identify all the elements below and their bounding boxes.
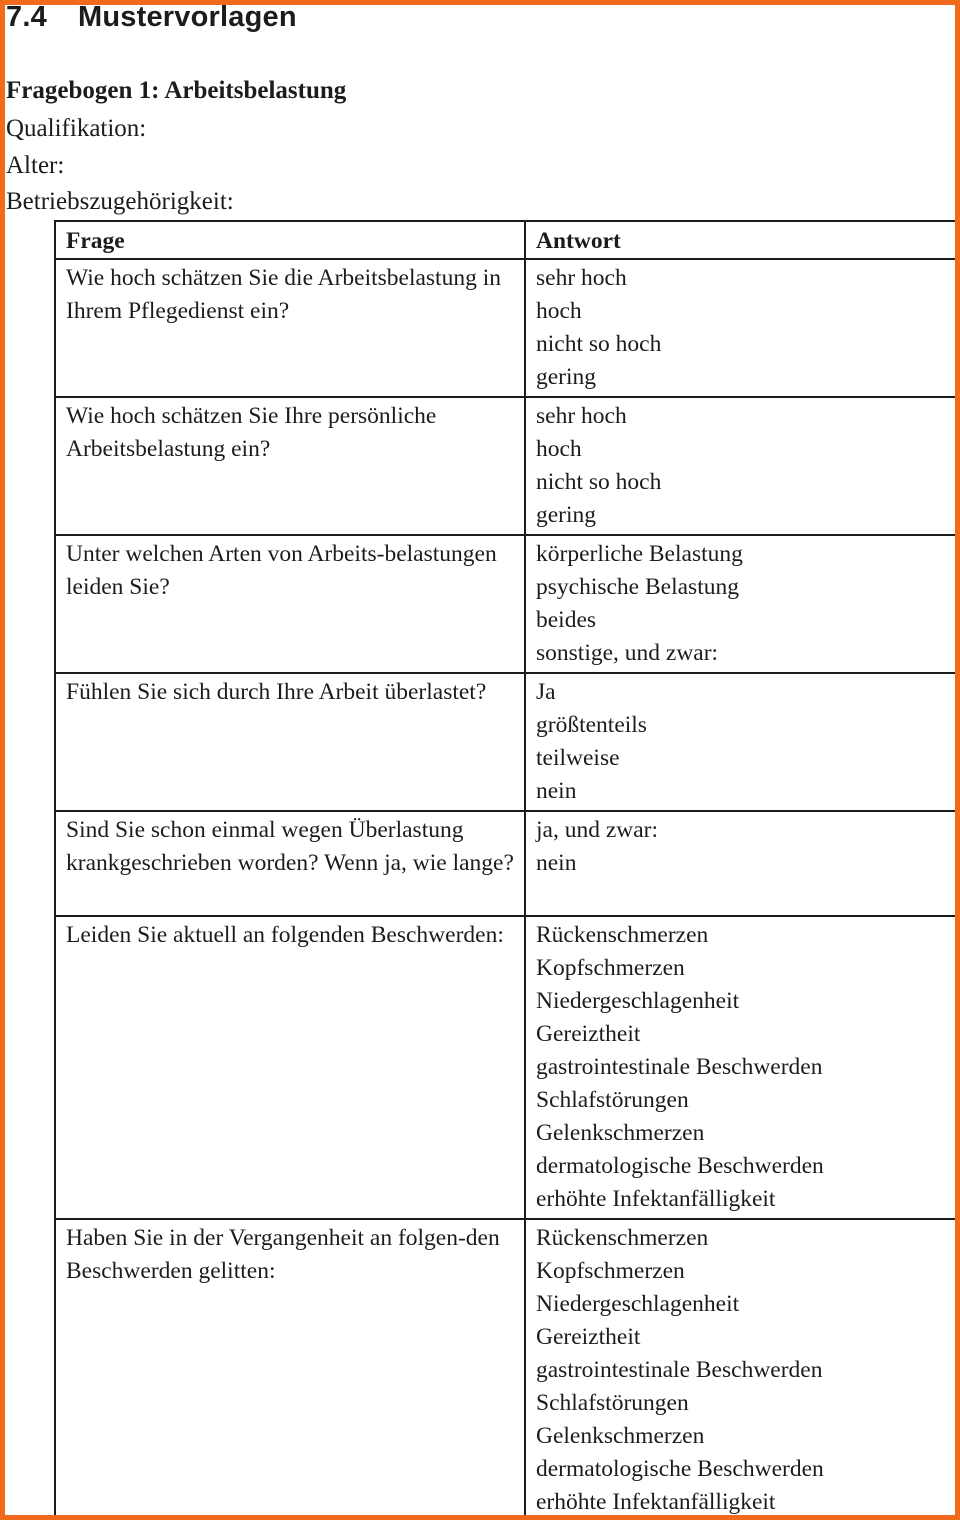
answer-cell [525, 1219, 960, 1520]
answer-cell [525, 259, 960, 397]
table-row [55, 397, 960, 535]
answer-cell [525, 811, 960, 916]
answer-option: teilweise [536, 745, 620, 771]
answer-option: Gelenkschmerzen [536, 1120, 705, 1146]
section-heading [6, 0, 297, 34]
respondent-fields [6, 111, 234, 221]
answer-option: beides [536, 607, 597, 633]
answer-option: dermatologische Beschwerden [536, 1153, 824, 1179]
document-page [6, 0, 960, 1520]
table-row [55, 916, 960, 1219]
answer-option: Kopfschmerzen [536, 955, 685, 981]
answer-option: größtenteils [536, 712, 647, 738]
question-cell [55, 535, 525, 673]
answer-option: Rückenschmerzen [536, 922, 709, 948]
question-cell [55, 811, 525, 916]
answer-option: psychische Belastung [536, 574, 739, 600]
answer-option: Niedergeschlagenheit [536, 1291, 740, 1317]
answer-option: Gereiztheit [536, 1324, 641, 1350]
column-header-question: Frage [55, 221, 525, 259]
section-number: 7.4 [6, 1, 47, 33]
field-age: Alter: [6, 151, 65, 179]
answer-option: gastrointestinale Beschwerden [536, 1357, 823, 1383]
answer-option: nein [536, 778, 577, 804]
answer-option: Ja [536, 679, 556, 705]
answer-option: gastrointestinale Beschwerden [536, 1054, 823, 1080]
answer-option: Schlafstörungen [536, 1390, 689, 1416]
answer-option: ja, und zwar: [536, 817, 659, 843]
question-text: Unter welchen Arten von Arbeits-belastungen leiden Sie? [66, 541, 497, 600]
answer-option: nicht so hoch [536, 331, 662, 357]
question-cell [55, 1219, 525, 1520]
answer-option: Schlafstörungen [536, 1087, 689, 1113]
question-text: Wie hoch schätzen Sie Ihre persönliche Arbeitsbelastung ein? [66, 403, 437, 462]
answer-option: erhöhte Infektanfälligkeit [536, 1186, 776, 1212]
answer-option: Gelenkschmerzen [536, 1423, 705, 1449]
answer-option: dermatologische Beschwerden [536, 1456, 824, 1482]
question-cell [55, 916, 525, 1219]
table-row [55, 259, 960, 397]
question-cell [55, 259, 525, 397]
questionnaire-title: Fragebogen 1: Arbeitsbelastung [6, 77, 347, 104]
answer-option: sehr hoch [536, 265, 627, 291]
question-text: Leiden Sie aktuell an folgenden Beschwerden: [66, 922, 504, 948]
answer-cell [525, 397, 960, 535]
answer-option: nicht so hoch [536, 469, 662, 495]
answer-cell [525, 673, 960, 811]
answer-option: sonstige, und zwar: [536, 640, 719, 666]
answer-option: körperliche Belastung [536, 541, 743, 567]
table-row [55, 535, 960, 673]
section-title: Mustervorlagen [78, 1, 297, 33]
question-text: Haben Sie in der Vergangenheit an folgen-den Beschwerden gelitten: [66, 1225, 500, 1284]
question-text: Sind Sie schon einmal wegen Überlastung krankgeschrieben worden? Wenn ja, wie lange? [66, 817, 514, 876]
table-row [55, 811, 960, 916]
answer-option: gering [536, 364, 597, 390]
answer-option: nein [536, 850, 577, 876]
table-header-row [55, 221, 960, 259]
answer-option: hoch [536, 436, 582, 462]
answer-option: hoch [536, 298, 582, 324]
answer-option: Niedergeschlagenheit [536, 988, 740, 1014]
question-cell [55, 397, 525, 535]
field-qualification: Qualifikation: [6, 115, 147, 142]
question-text: Fühlen Sie sich durch Ihre Arbeit überlastet? [66, 679, 487, 705]
answer-cell [525, 535, 960, 673]
answer-option: Rückenschmerzen [536, 1225, 709, 1251]
questionnaire-table [54, 220, 960, 1520]
answer-cell [525, 916, 960, 1219]
answer-option: Kopfschmerzen [536, 1258, 685, 1284]
question-cell [55, 673, 525, 811]
answer-option: erhöhte Infektanfälligkeit [536, 1489, 776, 1515]
answer-option: sehr hoch [536, 403, 627, 429]
table-row [55, 673, 960, 811]
question-text: Wie hoch schätzen Sie die Arbeitsbelastung in Ihrem Pflegedienst ein? [66, 265, 501, 324]
table-row [55, 1219, 960, 1520]
column-header-answer: Antwort [525, 221, 960, 259]
answer-option: Gereiztheit [536, 1021, 641, 1047]
field-tenure: Betriebszugehörigkeit: [6, 188, 234, 215]
answer-option: gering [536, 502, 597, 528]
